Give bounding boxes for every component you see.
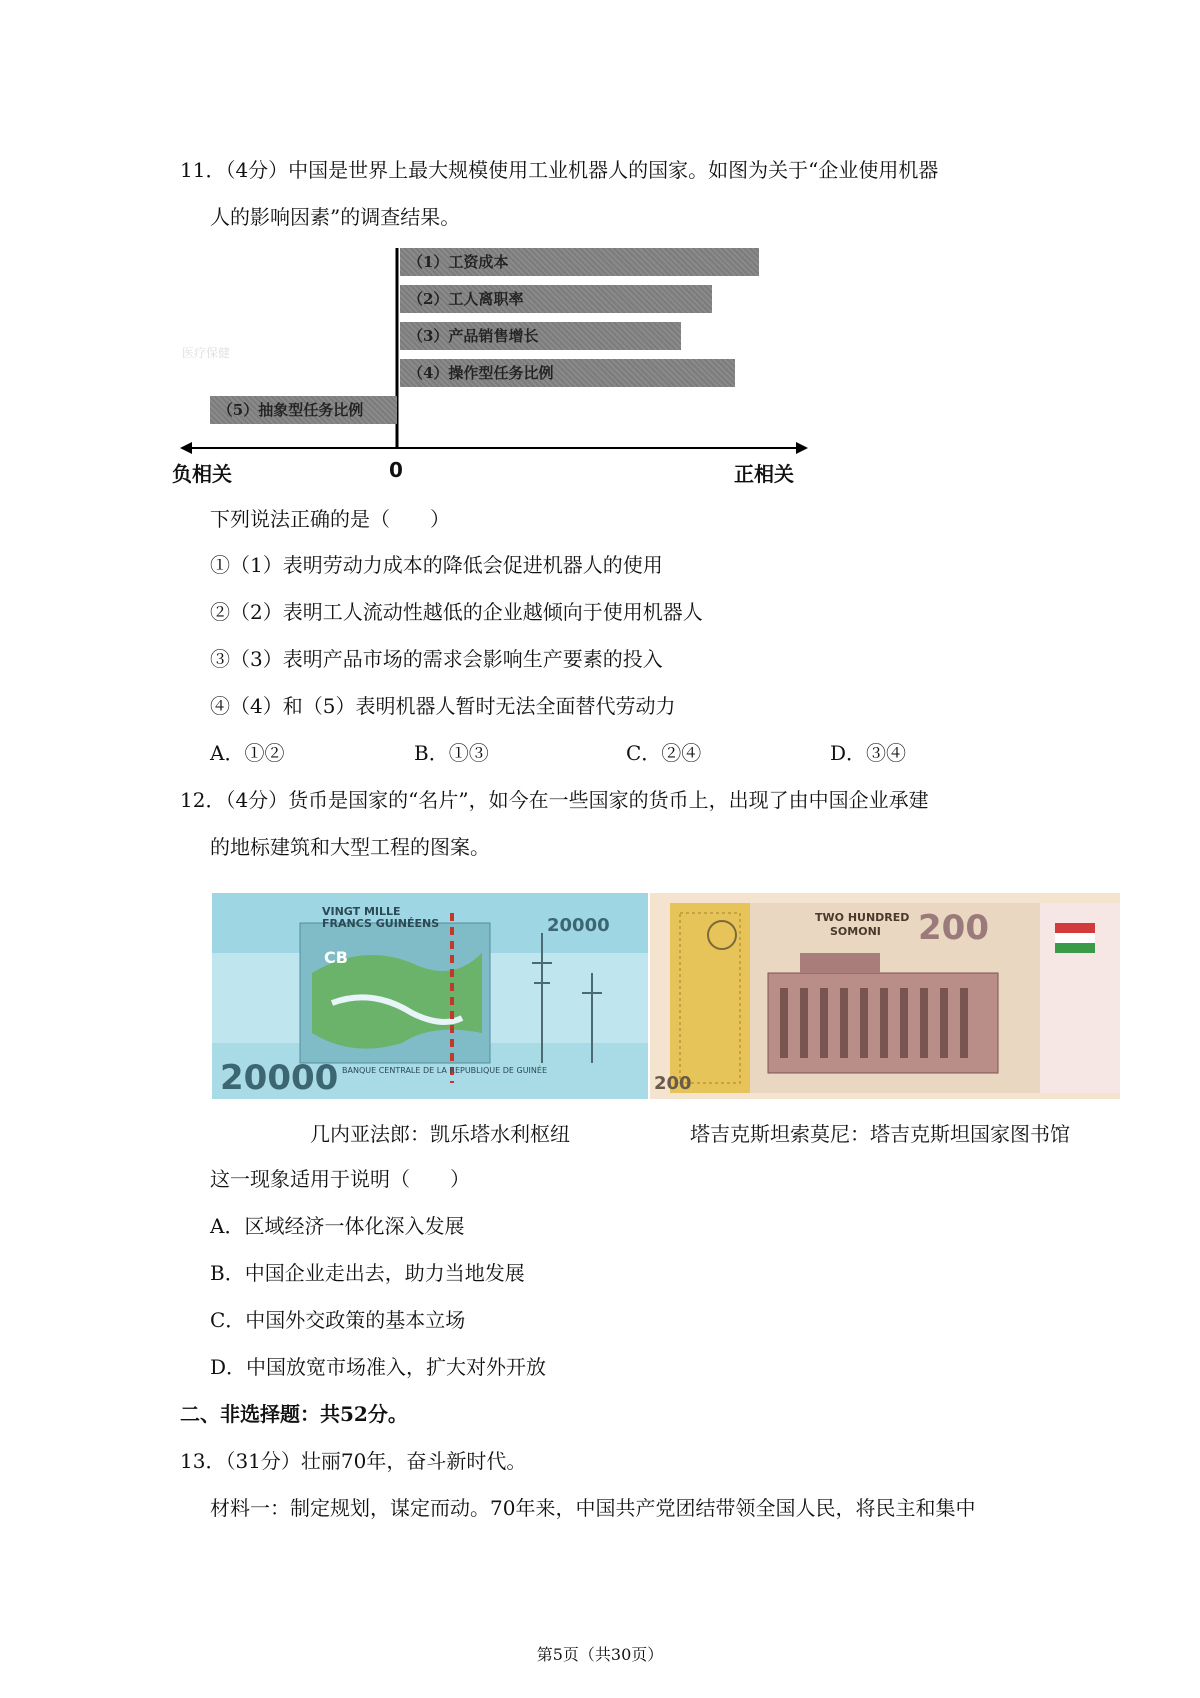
guinea-banknote-image [212, 893, 648, 1099]
q12-option-a[interactable]: A．区域经济一体化深入发展 [210, 1214, 465, 1238]
chart-bar-4 [400, 359, 735, 387]
x-axis-label-negative: 负相关 [172, 462, 232, 486]
tajikistan-note-value-bottom: 200 [654, 1073, 692, 1094]
q11-statement-2: ②（2）表明工人流动性越低的企业越倾向于使用机器人 [210, 600, 703, 624]
q12-stem-line2: 的地标建筑和大型工程的图案。 [210, 835, 490, 859]
q11-statement-4: ④（4）和（5）表明机器人暂时无法全面替代劳动力 [210, 694, 676, 718]
guinea-franc-banknote [212, 893, 648, 1099]
chart-bar-2 [400, 285, 712, 313]
tajikistan-note-sub-text: SOMONI [830, 925, 881, 938]
chart-bar-label-2: （2）工人离职率 [408, 290, 524, 308]
chart-bar-1 [400, 248, 759, 276]
chart-bar-label-3: （3）产品销售增长 [408, 327, 539, 345]
x-axis-label-zero: 0 [389, 458, 403, 482]
q13-stem: 13．（31分）壮丽70年，奋斗新时代。 [180, 1449, 527, 1473]
q11-statement-1: ①（1）表明劳动力成本的降低会促进机器人的使用 [210, 553, 663, 577]
chart-bar-3 [400, 322, 681, 350]
q11-option-c[interactable]: C．②④ [626, 741, 702, 765]
guinea-note-top-text: VINGT MILLE [322, 905, 401, 918]
q11-option-b[interactable]: B．①③ [414, 741, 489, 765]
guinea-note-value-bottom: 20000 [220, 1058, 339, 1098]
q12-option-b[interactable]: B．中国企业走出去，助力当地发展 [210, 1261, 525, 1285]
q11-stem-line1: 11．（4分）中国是世界上最大规模使用工业机器人的国家。如图为关于“企业使用机器 [180, 158, 939, 182]
guinea-note-bank-text: BANQUE CENTRALE DE LA REPUBLIQUE DE GUINÉE [342, 1066, 547, 1075]
q12-question: 这一现象适用于说明（ ） [210, 1167, 470, 1191]
tajikistan-somoni-banknote [650, 893, 1120, 1099]
guinea-note-sub-text: FRANCS GUINÉENS [322, 917, 440, 930]
q11-stem-line2: 人的影响因素”的调查结果。 [210, 205, 461, 229]
q11-statement-3: ③（3）表明产品市场的需求会影响生产要素的投入 [210, 647, 663, 671]
q12-stem-line1: 12．（4分）货币是国家的“名片”，如今在一些国家的货币上，出现了由中国企业承建 [180, 788, 929, 812]
x-axis-label-positive: 正相关 [734, 462, 794, 486]
chart-bar-label-4: （4）操作型任务比例 [408, 364, 554, 382]
caption-guinea: 几内亚法郎：凯乐塔水利枢纽 [310, 1122, 570, 1146]
q12-option-c[interactable]: C．中国外交政策的基本立场 [210, 1308, 466, 1332]
tajikistan-note-top-text: TWO HUNDRED [815, 911, 910, 924]
guinea-note-logo: CB [324, 948, 348, 967]
q12-option-d[interactable]: D．中国放宽市场准入，扩大对外开放 [210, 1355, 547, 1379]
x-axis-left-arrow [180, 442, 192, 454]
guinea-note-value-top: 20000 [547, 915, 610, 936]
tajikistan-banknote-image [650, 893, 1120, 1099]
q11-option-d[interactable]: D．③④ [830, 741, 907, 765]
tajikistan-note-value-top: 200 [918, 908, 989, 948]
faint-note: 医疗保健 [182, 346, 231, 360]
chart-bar-label-1: （1）工资成本 [408, 253, 509, 271]
chart-bar-5 [210, 396, 397, 424]
x-axis-right-arrow [796, 442, 808, 454]
caption-tajikistan: 塔吉克斯坦索莫尼：塔吉克斯坦国家图书馆 [690, 1122, 1070, 1146]
q11-option-a[interactable]: A．①② [210, 741, 285, 765]
q11-question: 下列说法正确的是（ ） [210, 507, 450, 531]
chart-bar-label-5: （5）抽象型任务比例 [217, 401, 364, 419]
q13-material-1: 材料一：制定规划，谋定而动。70年来，中国共产党团结带领全国人民，将民主和集中 [210, 1496, 976, 1520]
correlation-bar-chart [172, 240, 820, 490]
section-heading-non-choice: 二、非选择题：共52分。 [180, 1402, 408, 1426]
page-footer: 第5页（共30页） [536, 1645, 664, 1664]
